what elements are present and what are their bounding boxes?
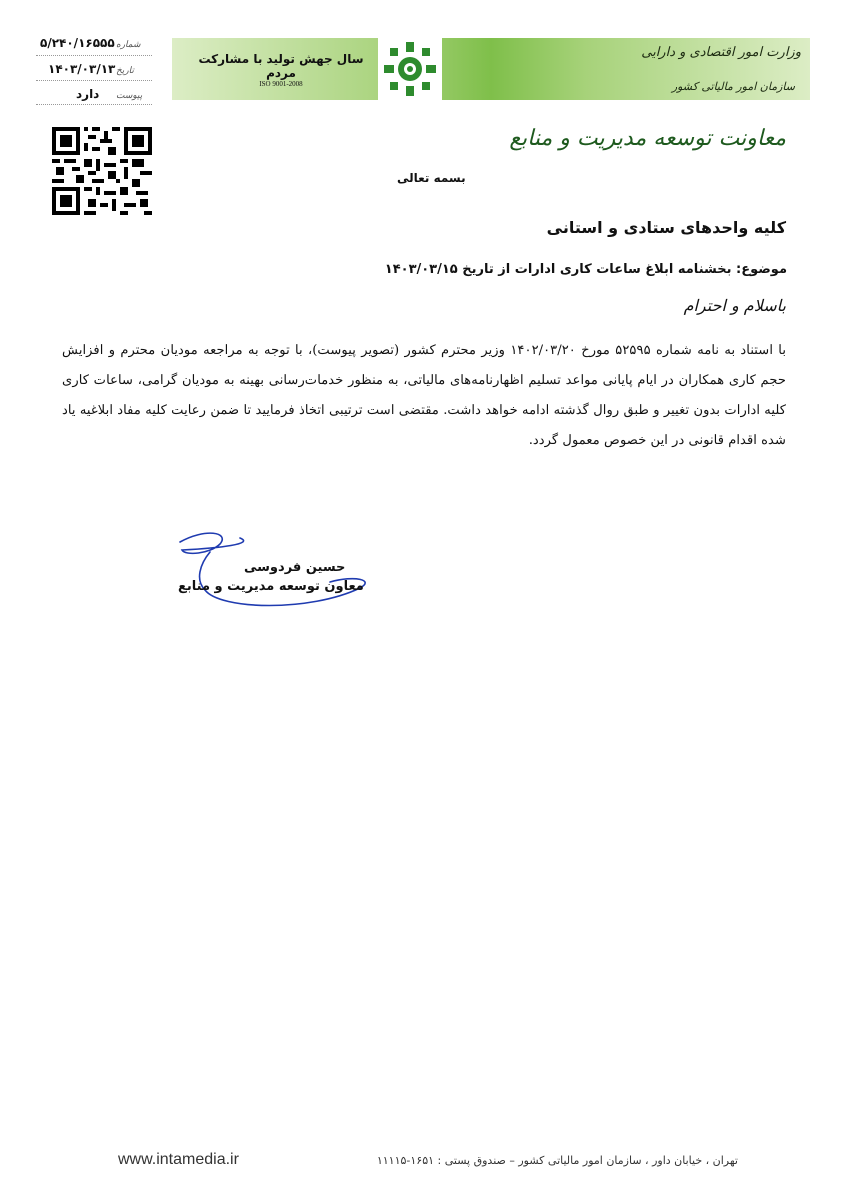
divider [36, 104, 152, 105]
subject-line: موضوع: بخشنامه ابلاغ ساعات کاری ادارات از تاریخ ۱۴۰۳/۰۳/۱۵ [384, 262, 787, 277]
signatory-name: حسین فردوسی [244, 560, 346, 575]
signatory-title: معاون توسعه مدیریت و منابع [178, 579, 364, 594]
ministry-name: وزارت امور اقتصادی و دارایی [641, 45, 801, 60]
letter-number: ۵/۲۴۰/۱۶۵۵۵ [40, 36, 115, 50]
attachment-label: پیوست [116, 91, 143, 101]
qr-code-icon [52, 126, 152, 216]
bismillah-heading: بسمه تعالی [397, 171, 466, 185]
divider [36, 55, 152, 56]
recipients-line: کلیه واحدهای ستادی و استانی [546, 218, 786, 237]
page-footer [118, 1151, 738, 1169]
slogan-text: سال جهش تولید با مشارکت مردم [198, 52, 364, 80]
handwritten-signature [160, 520, 380, 630]
deputy-office-title: معاونت توسعه مدیریت و منابع [509, 126, 786, 151]
greeting-line: باسلام و احترام [683, 296, 786, 315]
website-link[interactable]: www.intamedia.ir [118, 1151, 239, 1168]
emblem-logo [378, 38, 442, 100]
postal-address: تهران ، خیابان داور ، سازمان امور مالیاتی کشور – صندوق پستی : ۱۶۵۱-۱۱۱۱۵ [376, 1153, 738, 1167]
letter-date: ۱۴۰۳/۰۳/۱۳ [48, 62, 116, 76]
letter-body: با استناد به نامه شماره ۵۲۵۹۵ مورخ ۱۴۰۲/۰۳/۲۰ وزیر محترم کشور (تصویر پیوست)، با توجه به مراجعه مودیان محترم و افزایش حجم کاری همکاران در ایام پایانی مواعد تسلیم اظهارنامه‌های مالیاتی، به منظور خدمات‌رسانی بهینه به مودیان گرامی، ساعات کاری کلیه ادارات بدون تغییر و طبق روال گذشته ادامه خواهد داشت. مقتضی است ترتیبی اتخاذ فرمایید تا ضمن رعایت کلیه مفاد ابلاغیه یاد شده اقدام قانونی در این خصوص معمول گردد. [62, 343, 786, 448]
tax-emblem-icon [380, 40, 440, 98]
iso-text: ISO 9001-2008 [259, 80, 303, 88]
attachment-value: دارد [76, 87, 100, 101]
date-label: تاریخ [116, 66, 134, 76]
organization-name: سازمان امور مالیاتی کشور [671, 80, 795, 93]
divider [36, 80, 152, 81]
number-label: شماره [116, 40, 141, 50]
